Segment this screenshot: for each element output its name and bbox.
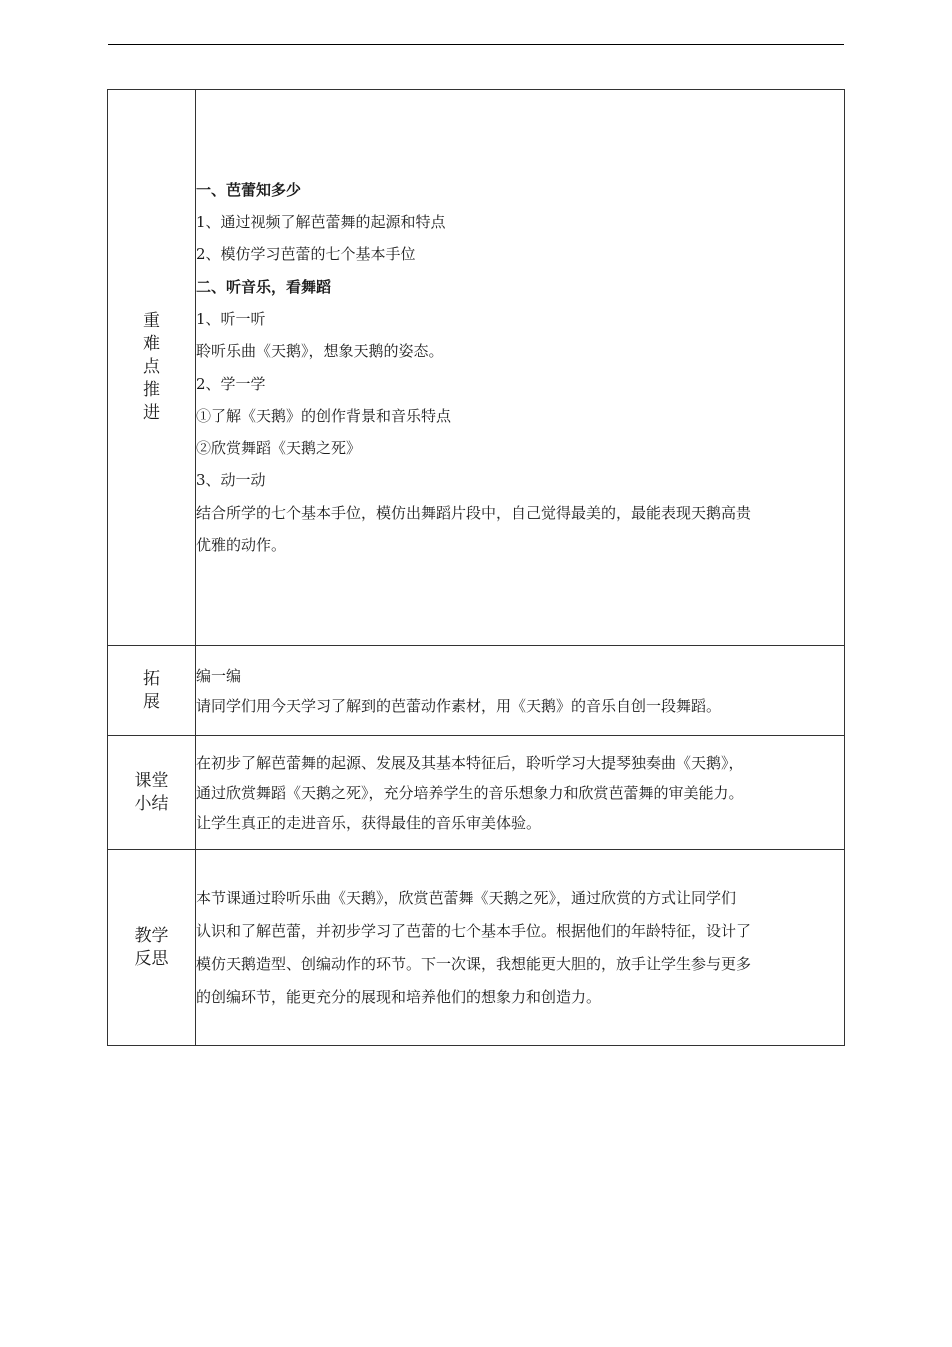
- content-summary: [196, 736, 845, 850]
- label-reflection: [108, 850, 196, 1046]
- content-extension: [196, 646, 845, 736]
- header-rule: [108, 44, 844, 45]
- row-reflection: [108, 850, 845, 1046]
- focus-line: 优雅的动作。: [196, 535, 287, 554]
- label-reflection-line: 反思: [134, 948, 169, 969]
- focus-line: 2、学一学: [196, 374, 266, 393]
- row-extension: [108, 646, 845, 736]
- label-focus-char: 点: [143, 357, 160, 377]
- label-summary-line: 课堂: [134, 770, 169, 791]
- focus-line: 3、动一动: [196, 471, 266, 490]
- focus-heading: 二、听音乐，看舞蹈: [196, 277, 332, 296]
- label-reflection-line: 教学: [134, 925, 169, 946]
- reflection-line: 模仿天鹅造型、创编动作的环节。下一次课，我想能更大胆的，放手让学生参与更多: [196, 954, 752, 973]
- label-summary: [108, 736, 196, 850]
- label-focus: [108, 90, 196, 646]
- extension-line: 请同学们用今天学习了解到的芭蕾动作素材，用《天鹅》的音乐自创一段舞蹈。: [196, 696, 722, 715]
- focus-line: 结合所学的七个基本手位，模仿出舞蹈片段中，自己觉得最美的，最能表现天鹅高贵: [196, 503, 752, 522]
- row-focus: [108, 90, 845, 646]
- lesson-plan-table: [107, 89, 845, 1046]
- label-summary-line: 小结: [134, 793, 169, 814]
- summary-line: 在初步了解芭蕾舞的起源、发展及其基本特征后，聆听学习大提琴独奏曲《天鹅》，: [196, 753, 744, 772]
- summary-line: 通过欣赏舞蹈《天鹅之死》，充分培养学生的音乐想象力和欣赏芭蕾舞的审美能力。: [196, 783, 744, 802]
- extension-line: 编一编: [196, 666, 242, 685]
- label-focus-char: 重: [143, 311, 160, 331]
- content-reflection: [196, 850, 845, 1046]
- reflection-line: 本节课通过聆听乐曲《天鹅》，欣赏芭蕾舞《天鹅之死》，通过欣赏的方式让同学们: [196, 888, 737, 907]
- label-extension-char: 展: [143, 691, 160, 712]
- focus-line: 1、听一听: [196, 309, 266, 328]
- focus-line: ①了解《天鹅》的创作背景和音乐特点: [196, 406, 452, 425]
- focus-heading: 一、芭蕾知多少: [196, 180, 302, 199]
- label-focus-char: 难: [143, 334, 160, 354]
- reflection-line: 的创编环节，能更充分的展现和培养他们的想象力和创造力。: [196, 987, 602, 1006]
- label-focus-char: 进: [143, 403, 160, 423]
- reflection-line: 认识和了解芭蕾，并初步学习了芭蕾的七个基本手位。根据他们的年龄特征，设计了: [196, 921, 752, 940]
- focus-line: 聆听乐曲《天鹅》，想象天鹅的姿态。: [196, 342, 444, 361]
- summary-line: 让学生真正的走进音乐，获得最佳的音乐审美体验。: [196, 813, 542, 832]
- row-summary: [108, 736, 845, 850]
- focus-line: ②欣赏舞蹈《天鹅之死》: [196, 439, 362, 458]
- focus-line: 2、模仿学习芭蕾的七个基本手位: [196, 245, 416, 264]
- focus-line: 1、通过视频了解芭蕾舞的起源和特点: [196, 213, 446, 232]
- label-extension: [108, 646, 196, 736]
- content-focus: [196, 90, 845, 646]
- label-extension-char: 拓: [143, 668, 160, 689]
- label-focus-char: 推: [143, 380, 160, 400]
